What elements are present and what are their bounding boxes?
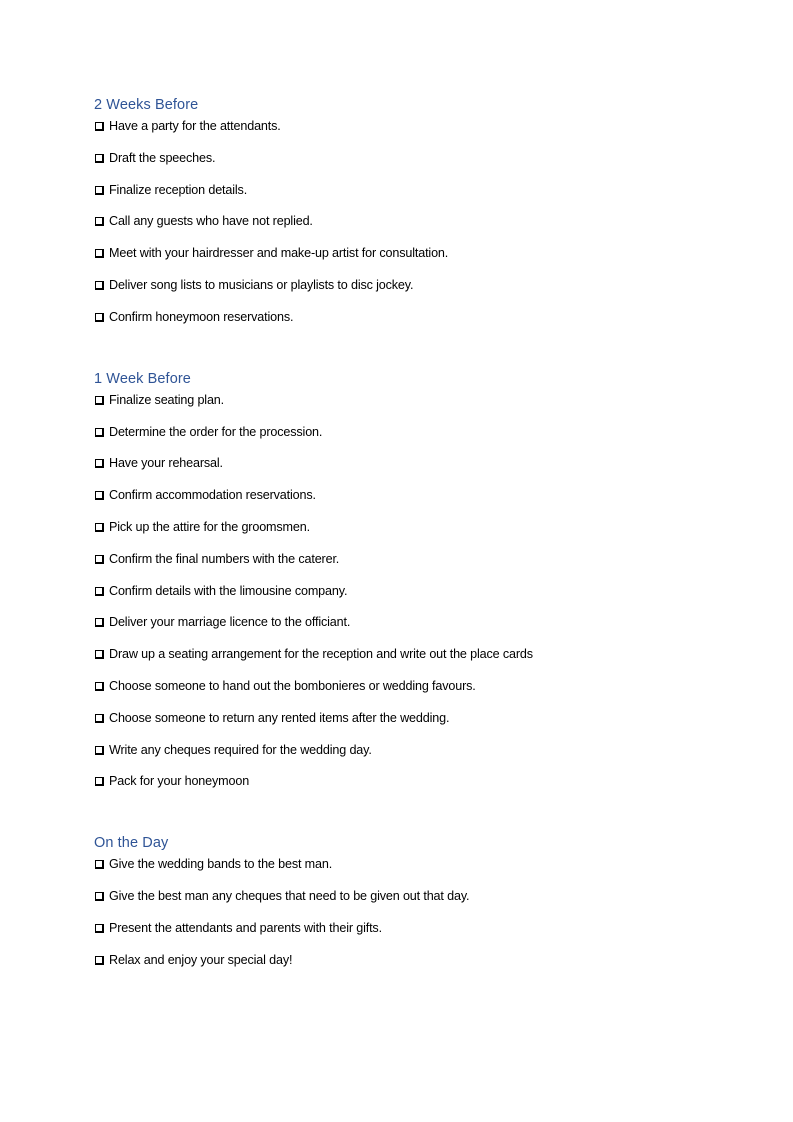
checklist-item (94, 952, 714, 969)
checkbox-icon[interactable] (95, 746, 104, 755)
checklist-item (94, 309, 714, 326)
checklist-item (94, 614, 714, 631)
checklist-item (94, 583, 714, 600)
checkbox-icon[interactable] (95, 428, 104, 437)
checkbox-icon[interactable] (95, 714, 104, 723)
item-text: Give the best man any cheques that need to be given out that day. (109, 889, 470, 904)
checkbox-icon[interactable] (95, 249, 104, 258)
item-text: Meet with your hairdresser and make-up artist for consultation. (109, 246, 449, 261)
section-spacer (94, 790, 714, 833)
checkbox-icon[interactable] (95, 459, 104, 468)
checklist-item (94, 245, 714, 262)
checklist-item (94, 455, 714, 472)
checklist-item (94, 742, 714, 759)
item-text: Deliver song lists to musicians or playlists to disc jockey. (109, 277, 414, 292)
item-text: Have your rehearsal. (109, 456, 223, 471)
checkbox-icon[interactable] (95, 555, 104, 564)
checkbox-icon[interactable] (95, 122, 104, 131)
checkbox-icon[interactable] (95, 924, 104, 933)
item-text: Pick up the attire for the groomsmen. (109, 519, 310, 534)
item-text: Call any guests who have not replied. (109, 214, 313, 229)
checklist-item (94, 856, 714, 873)
checkbox-icon[interactable] (95, 396, 104, 405)
checkbox-icon[interactable] (95, 523, 104, 532)
section-1-week-before (94, 369, 714, 791)
checkbox-icon[interactable] (95, 281, 104, 290)
checkbox-icon[interactable] (95, 217, 104, 226)
checklist-item (94, 678, 714, 695)
item-text: Finalize seating plan. (109, 392, 225, 407)
section-heading: 1 Week Before (94, 370, 191, 387)
item-text: Choose someone to hand out the bombonieres or wedding favours. (109, 678, 476, 693)
checklist-item (94, 277, 714, 294)
checklist-item (94, 118, 714, 135)
checklist-item (94, 551, 714, 568)
checklist-item (94, 182, 714, 199)
checkbox-icon[interactable] (95, 313, 104, 322)
item-text: Confirm honeymoon reservations. (109, 309, 294, 324)
item-text: Determine the order for the procession. (109, 424, 323, 439)
item-text: Present the attendants and parents with their gifts. (109, 920, 382, 935)
section-2-weeks-before (94, 95, 714, 326)
checkbox-icon[interactable] (95, 154, 104, 163)
checklist-item (94, 888, 714, 905)
section-heading: 2 Weeks Before (94, 97, 199, 113)
checkbox-icon[interactable] (95, 777, 104, 786)
checklist-item (94, 710, 714, 727)
checkbox-icon[interactable] (95, 650, 104, 659)
checkbox-icon[interactable] (95, 892, 104, 901)
item-text: Confirm accommodation reservations. (109, 488, 316, 503)
checklist-item (94, 519, 714, 536)
section-spacer (94, 326, 714, 369)
checklist-item (94, 213, 714, 230)
section-on-the-day (94, 833, 714, 968)
checklist-item (94, 487, 714, 504)
checkbox-icon[interactable] (95, 186, 104, 195)
item-text: Confirm details with the limousine company. (109, 583, 348, 598)
section-heading: On the Day (94, 835, 169, 852)
item-text: Confirm the final numbers with the caterer. (109, 551, 340, 566)
item-text: Deliver your marriage licence to the officiant. (109, 615, 351, 630)
item-text: Finalize reception details. (109, 182, 248, 197)
checklist-item (94, 920, 714, 937)
checklist-item (94, 392, 714, 409)
checkbox-icon[interactable] (95, 618, 104, 627)
document-page (94, 95, 714, 969)
item-text: Have a party for the attendants. (109, 119, 281, 133)
checkbox-icon[interactable] (95, 682, 104, 691)
checklist-item (94, 773, 714, 790)
checkbox-icon[interactable] (95, 860, 104, 869)
item-text: Pack for your honeymoon (109, 774, 250, 789)
item-text: Give the wedding bands to the best man. (109, 857, 333, 872)
checklist-item (94, 646, 714, 663)
item-text: Draft the speeches. (109, 150, 216, 165)
item-text: Choose someone to return any rented items after the wedding. (109, 710, 450, 725)
item-text: Draw up a seating arrangement for the reception and write out the place cards (109, 647, 533, 662)
checkbox-icon[interactable] (95, 587, 104, 596)
item-text: Relax and enjoy your special day! (109, 952, 293, 967)
checklist-item (94, 150, 714, 167)
item-text: Write any cheques required for the wedding day. (109, 742, 372, 757)
checkbox-icon[interactable] (95, 491, 104, 500)
checklist-item (94, 424, 714, 441)
checkbox-icon[interactable] (95, 956, 104, 965)
